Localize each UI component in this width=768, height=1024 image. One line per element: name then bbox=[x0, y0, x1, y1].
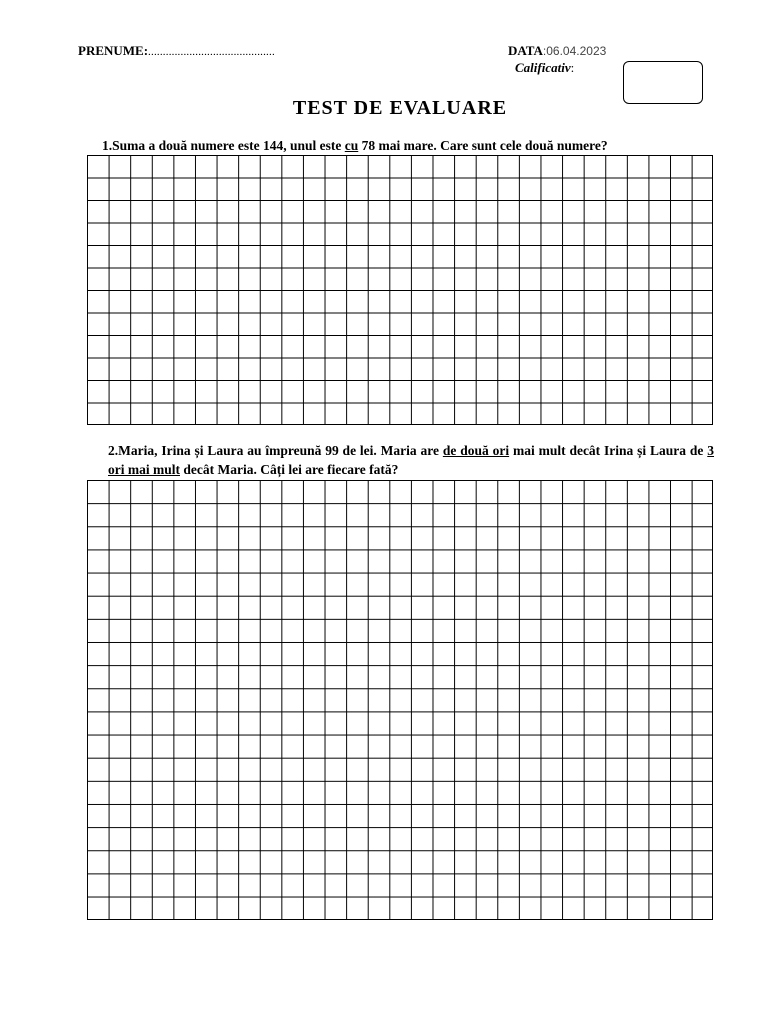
answer-grid-1[interactable] bbox=[87, 155, 713, 425]
question-1-text bbox=[102, 136, 742, 155]
q2-text-part-2: mai mult decât Irina și Laura de bbox=[509, 443, 708, 458]
name-field[interactable] bbox=[78, 43, 275, 59]
grade-label-colon: : bbox=[570, 60, 575, 75]
q2-underlined-phrase-1: de două ori bbox=[442, 443, 510, 458]
q2-underlined-phrase-2: 3 ori mai mult bbox=[108, 443, 715, 477]
grade-label bbox=[515, 60, 574, 76]
date-value: :06.04.2023 bbox=[542, 44, 607, 58]
date-label: DATA bbox=[508, 43, 543, 58]
page-title: TEST DE EVALUARE bbox=[292, 97, 508, 119]
q2-text-part-3: decât Maria. Câți lei are fiecare fată? bbox=[180, 462, 399, 477]
q2-text-part-1: 2.Maria, Irina și Laura au împreună 99 de lei. Maria are bbox=[108, 443, 443, 458]
q1-text-end: 78 mai mare. Care sunt cele două numere? bbox=[358, 138, 608, 153]
date-field bbox=[508, 43, 606, 59]
grade-label-text: Calificativ bbox=[515, 60, 571, 75]
question-2-text bbox=[108, 441, 714, 479]
name-dotted-line[interactable]: ........................................... bbox=[148, 46, 275, 58]
q1-underlined-word: cu bbox=[344, 138, 359, 153]
name-label: PRENUME: bbox=[78, 43, 149, 58]
q1-text-start: 1.Suma a două numere este 144, unul este bbox=[102, 138, 345, 153]
answer-grid-2[interactable] bbox=[87, 480, 713, 920]
